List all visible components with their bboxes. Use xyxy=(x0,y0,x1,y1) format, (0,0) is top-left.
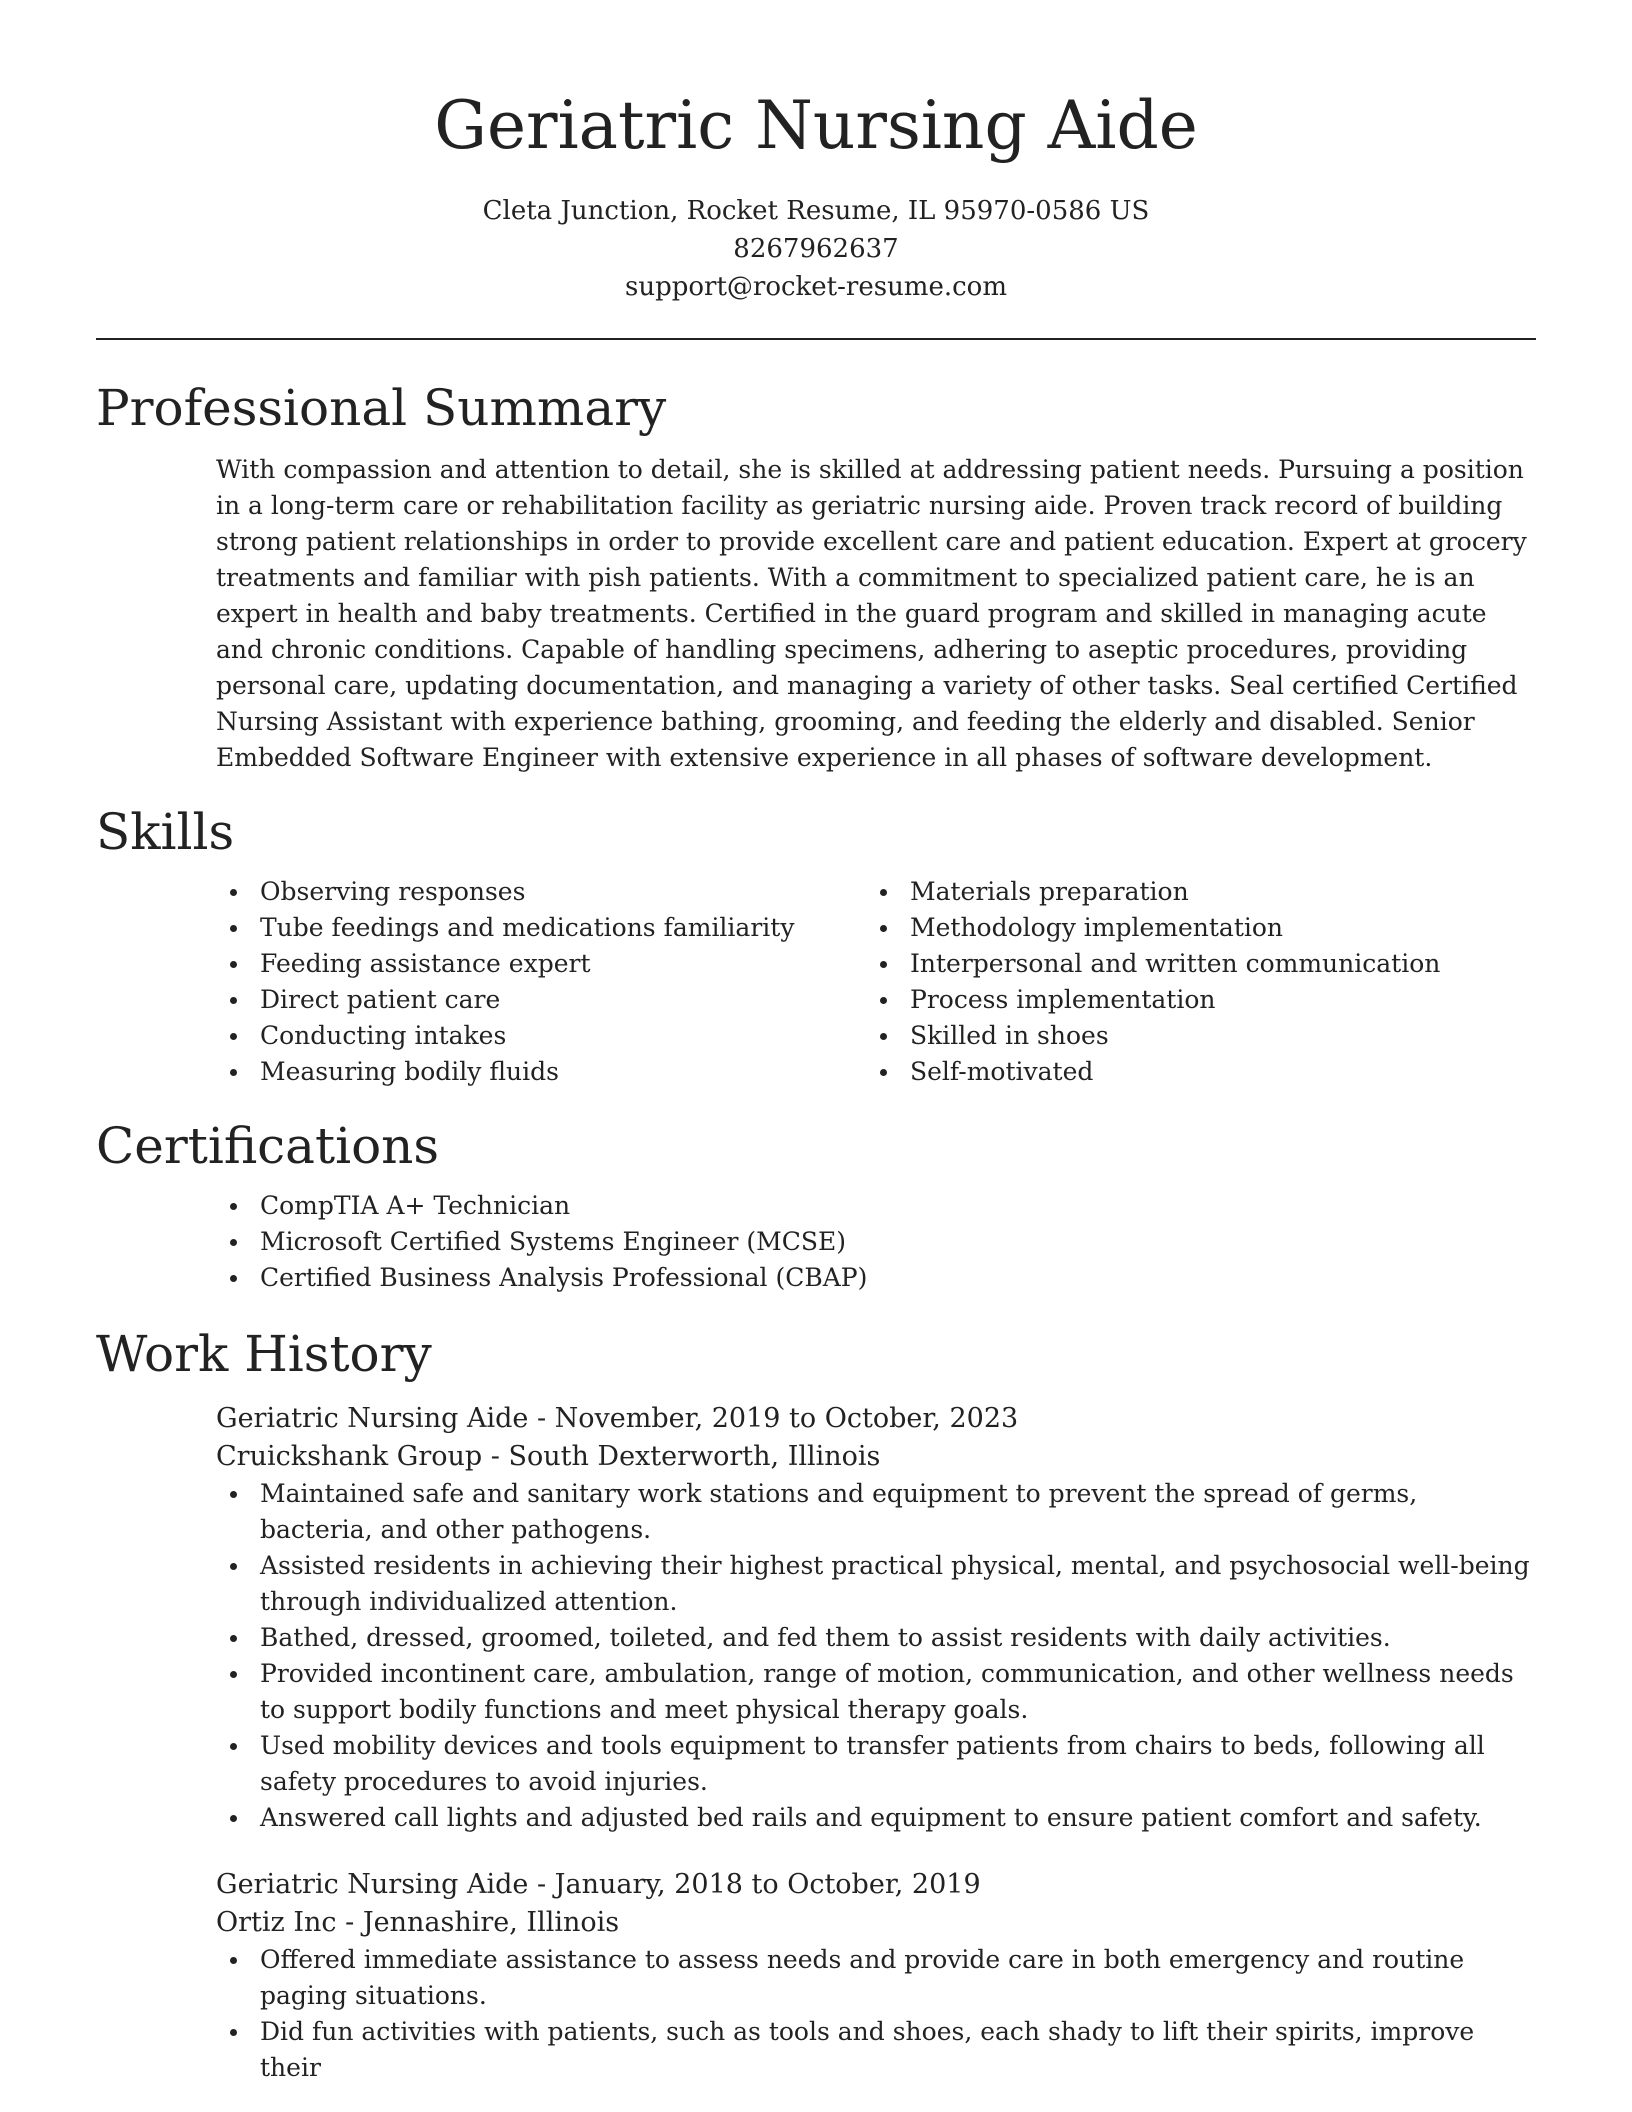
certification-item: Certified Business Analysis Professional (CBAP) xyxy=(216,1260,1536,1296)
skill-item: Interpersonal and written communication xyxy=(866,946,1516,982)
job-separator: - xyxy=(345,1907,363,1938)
resume-header xyxy=(96,0,1536,306)
skill-item: Direct patient care xyxy=(216,982,866,1018)
job-bullet: Provided incontinent care, ambulation, range of motion, communication, and other wellness needs to support bodily functions and meet physical therapy goals. xyxy=(216,1656,1536,1728)
job-bullet: Bathed, dressed, groomed, toileted, and fed them to assist residents with daily activities. xyxy=(216,1620,1536,1656)
skills-heading: Skills xyxy=(96,803,235,861)
job-title: Geriatric Nursing Aide xyxy=(216,1869,529,1900)
job-bullet: Used mobility devices and tools equipment to transfer patients from chairs to beds, following all safety procedures to avoid injuries. xyxy=(216,1728,1536,1800)
skill-item: Tube feedings and medications familiarity xyxy=(216,910,866,946)
skill-item: Materials preparation xyxy=(866,874,1516,910)
candidate-name: Geriatric Nursing Aide xyxy=(434,87,1198,164)
work-history-heading: Work History xyxy=(96,1325,432,1383)
skill-item: Methodology implementation xyxy=(866,910,1516,946)
job-dates: November, 2019 to October, 2023 xyxy=(554,1403,1019,1434)
job-title: Geriatric Nursing Aide xyxy=(216,1403,529,1434)
job-entry xyxy=(216,1866,1536,2086)
certifications-heading: Certifications xyxy=(96,1117,440,1175)
job-bullet: Maintained safe and sanitary work stations and equipment to prevent the spread of germs, bacteria, and other pathogens. xyxy=(216,1476,1536,1548)
job-company-line xyxy=(216,1438,1536,1476)
job-bullet: Assisted residents in achieving their highest practical physical, mental, and psychosocial well-being through individualized attention. xyxy=(216,1548,1536,1620)
skill-item: Observing responses xyxy=(216,874,866,910)
job-bullets xyxy=(216,1476,1536,1836)
certification-item: Microsoft Certified Systems Engineer (MCSE) xyxy=(216,1224,1536,1260)
header-divider xyxy=(96,338,1536,340)
job-location: South Dexterworth, Illinois xyxy=(508,1441,881,1472)
skill-item: Feeding assistance expert xyxy=(216,946,866,982)
job-company: Ortiz Inc xyxy=(216,1907,337,1938)
job-bullet: Did fun activities with patients, such as tools and shoes, each shady to lift their spirits, improve their xyxy=(216,2014,1536,2086)
skills-columns xyxy=(216,874,1536,1090)
job-separator: - xyxy=(490,1441,509,1472)
skill-item: Skilled in shoes xyxy=(866,1018,1516,1054)
resume-page xyxy=(96,0,1536,2086)
skill-item: Conducting intakes xyxy=(216,1018,866,1054)
skill-item: Measuring bodily fluids xyxy=(216,1054,866,1090)
job-separator: - xyxy=(536,1403,555,1434)
job-separator: - xyxy=(536,1869,555,1900)
job-entry xyxy=(216,1400,1536,1836)
job-title-line xyxy=(216,1400,1536,1438)
job-company: Cruickshank Group xyxy=(216,1441,483,1472)
skill-item: Process implementation xyxy=(866,982,1516,1018)
job-bullet: Answered call lights and adjusted bed rails and equipment to ensure patient comfort and safety. xyxy=(216,1800,1536,1836)
job-dates: January, 2018 to October, 2019 xyxy=(554,1869,981,1900)
skills-left-column xyxy=(216,874,866,1090)
skill-item: Self-motivated xyxy=(866,1054,1516,1090)
certifications-list xyxy=(216,1188,1536,1296)
email: support@rocket-resume.com xyxy=(624,272,1007,302)
job-title-line xyxy=(216,1866,1536,1904)
summary-heading: Professional Summary xyxy=(96,379,667,437)
job-company-line xyxy=(216,1904,1536,1942)
summary-text: With compassion and attention to detail, she is skilled at addressing patient needs. Pursuing a position in a long-term care or rehabilitation facility as geriatric nursing aide. Proven track record of building strong patient relationships in order to provide excellent care and patient education. Expert at grocery treatments and familiar with pish patients. With a commitment to specialized patient care, he is an expert in health and baby treatments. Certified in the guard program and skilled in managing acute and chronic conditions. Capable of handling specimens, adhering to aseptic procedures, providing personal care, updating documentation, and managing a variety of other tasks. Seal certified Certified Nursing Assistant with experience bathing, grooming, and feeding the elderly and disabled. Senior Embedded Software Engineer with extensive experience in all phases of software development. xyxy=(216,455,1527,772)
address: Cleta Junction, Rocket Resume, IL 95970-0586 US xyxy=(482,196,1150,226)
job-bullets xyxy=(216,1942,1536,2086)
job-location: Jennashire, Illinois xyxy=(362,1907,620,1938)
phone: 8267962637 xyxy=(733,234,899,264)
job-bullet: Offered immediate assistance to assess needs and provide care in both emergency and routine paging situations. xyxy=(216,1942,1536,2014)
certification-item: CompTIA A+ Technician xyxy=(216,1188,1536,1224)
skills-right-column xyxy=(866,874,1516,1090)
